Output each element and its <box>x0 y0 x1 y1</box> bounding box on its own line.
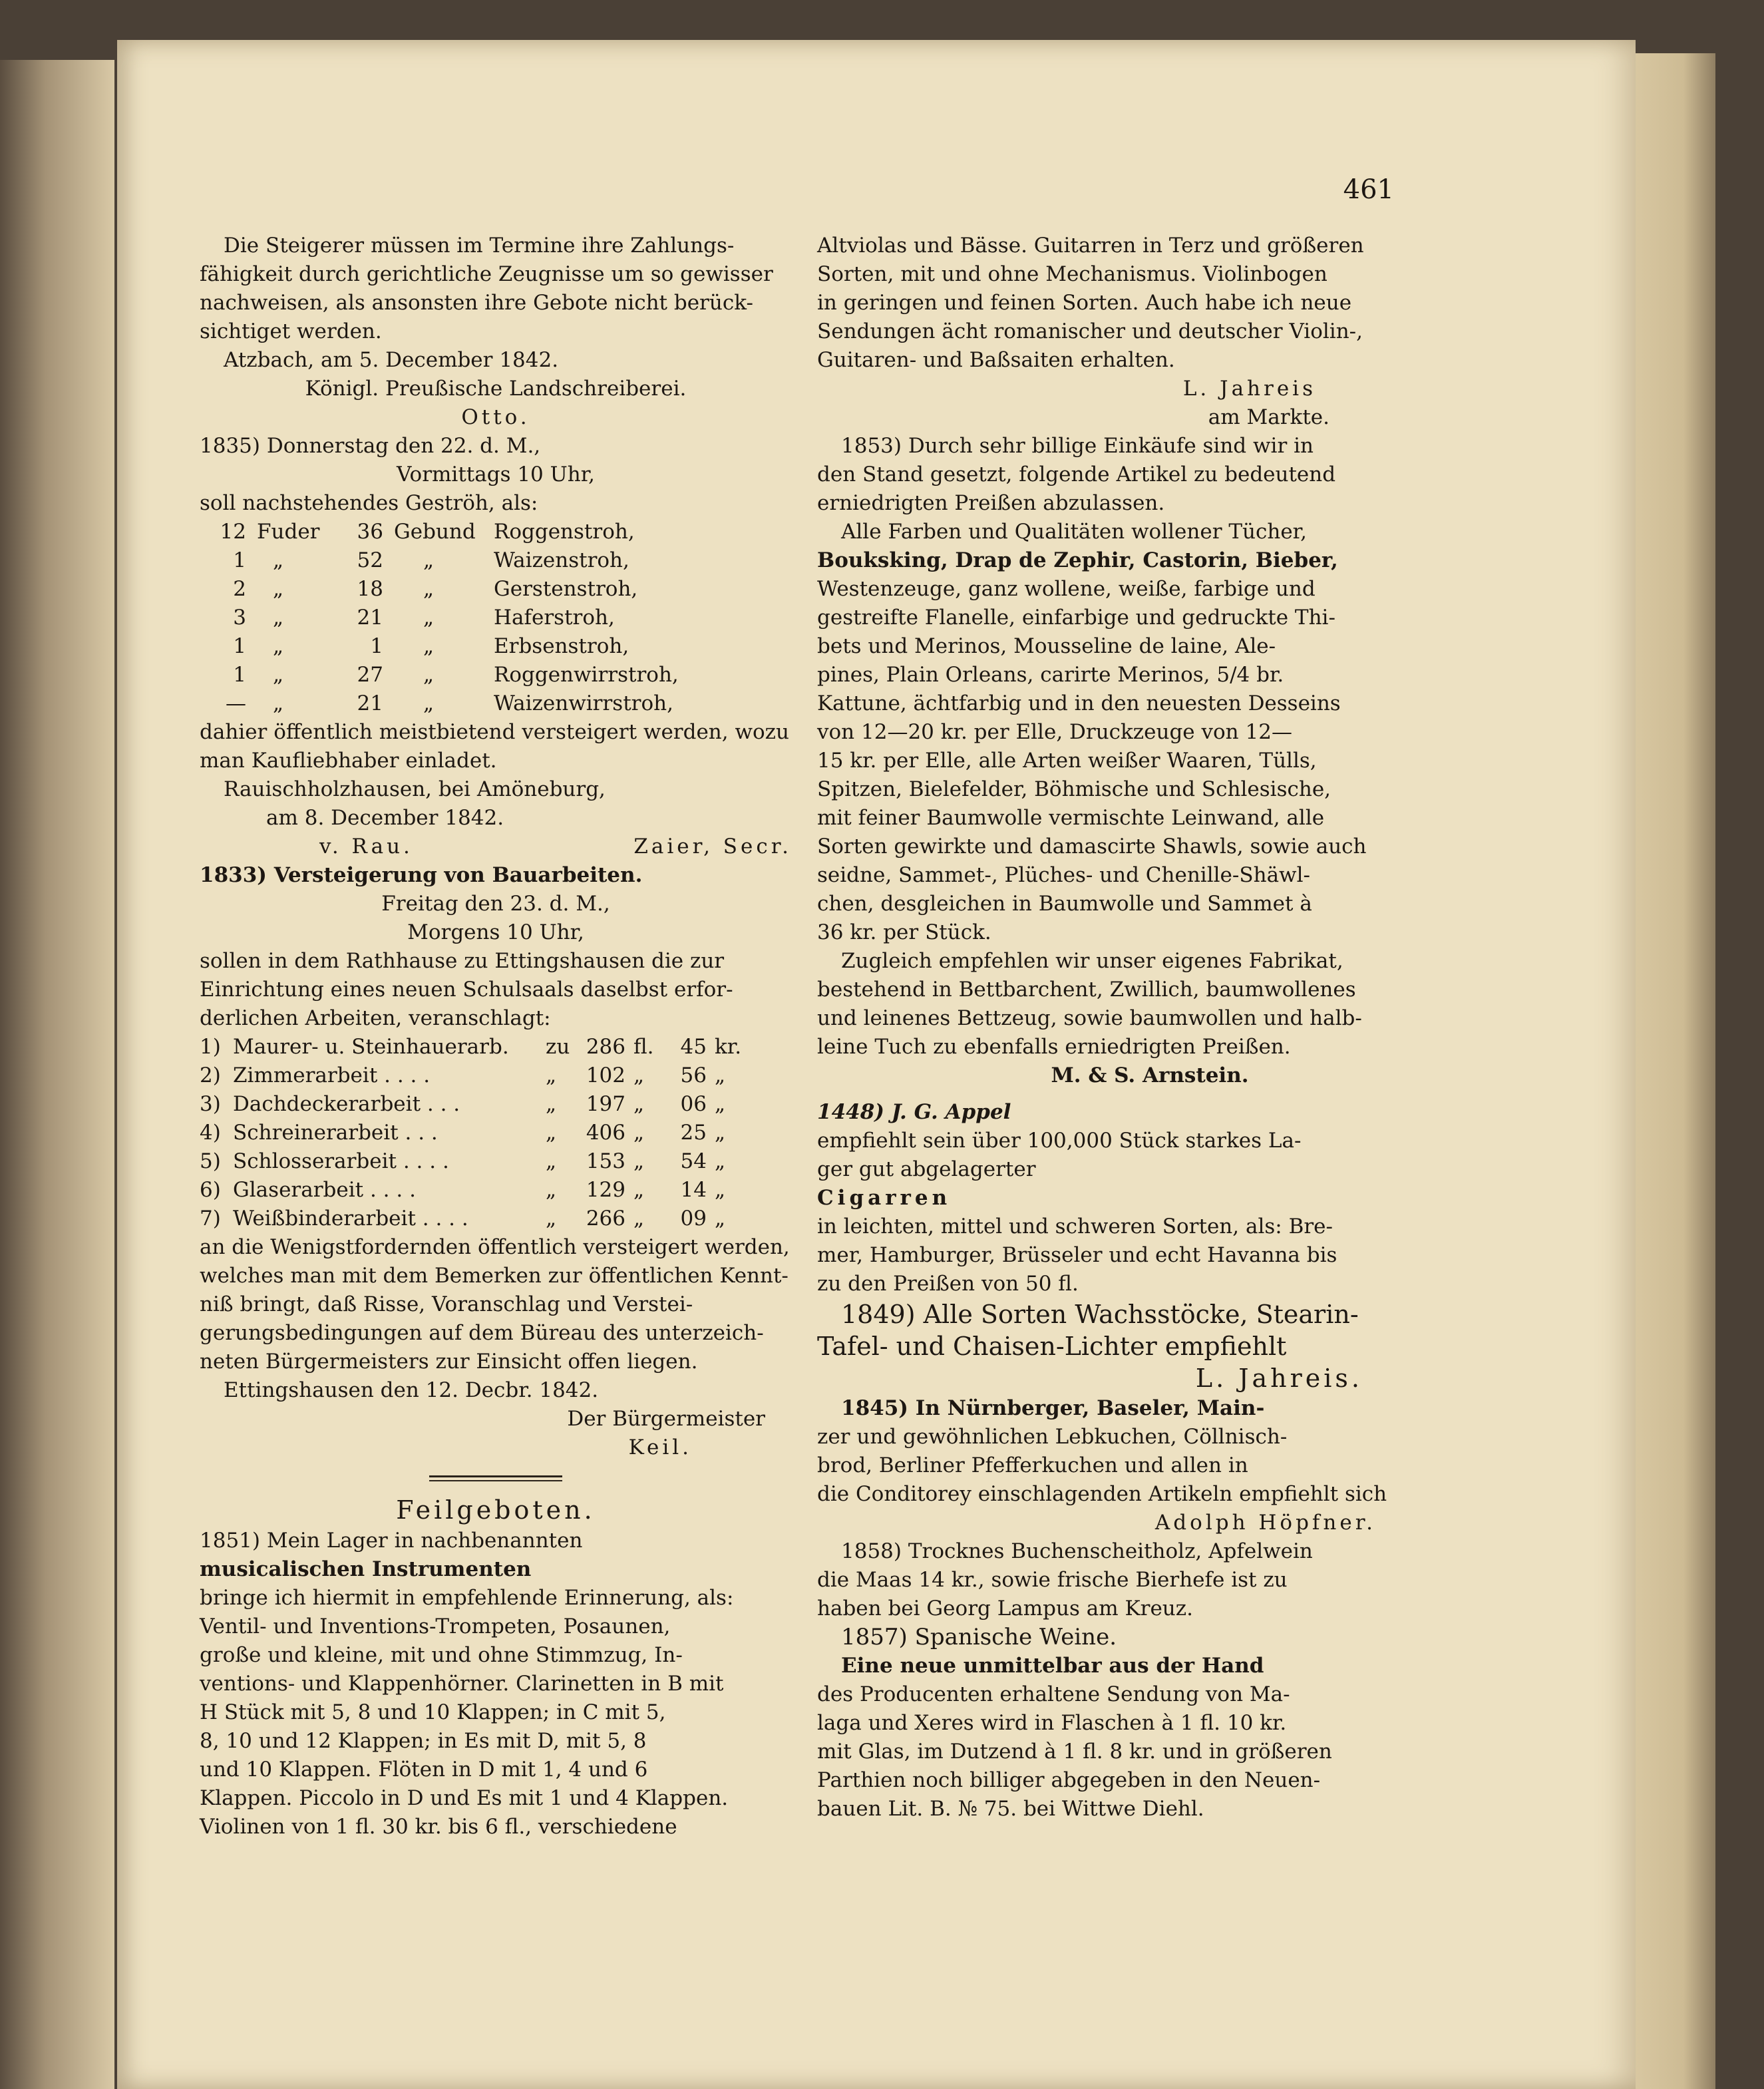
notice-1851-line1: 1851) Mein Lager in nachbenannten <box>200 1529 583 1553</box>
notice-1835-date: am 8. December 1842. <box>266 806 504 830</box>
signature: Zaier, Secr. <box>633 835 792 858</box>
notice-1853-body: 1853) Durch sehr billige Einkäufe sind wir in <box>841 434 1314 458</box>
intro-line: nachweisen, als ansonsten ihre Gebote nicht berück- <box>200 291 753 315</box>
table-row: 6) Glaserarbeit . . . . „ 129 „ 14 „ <box>200 1178 726 1202</box>
notice-1851-body: Ventil- und Inventions-Trompeten, Posaunen, <box>200 1614 671 1638</box>
table-row: 1 „ 1 „ Erbsenstroh, <box>233 634 629 658</box>
straw-table <box>200 518 792 718</box>
notice-1448-tail: mer, Hamburger, Brüsseler und echt Havanna bis <box>817 1243 1337 1267</box>
notice-1853-body: Bouksking, Drap de Zephir, Castorin, Bieber, <box>817 548 1338 572</box>
left-column <box>200 232 792 1841</box>
notice-1448-cigarren: Cigarren <box>817 1186 952 1210</box>
notice-1857-heading: 1857) Spanische Weine. <box>841 1624 1117 1650</box>
notice-1858-body: die Maas 14 kr., sowie frische Bierhefe ist zu <box>817 1568 1288 1592</box>
notice-1857-body: Parthien noch billiger abgegeben in den Neuen- <box>817 1768 1321 1792</box>
page-number: 461 <box>1343 174 1394 205</box>
notice-1835-line2: Vormittags 10 Uhr, <box>397 463 595 486</box>
intro-line: fähigkeit durch gerichtliche Zeugnisse um so gewisser <box>200 262 773 286</box>
signature: v. Rau. <box>319 835 413 858</box>
notice-1851-body: große und kleine, mit und ohne Stimmzug, In- <box>200 1643 683 1667</box>
notice-1849-signature: L. Jahreis. <box>1195 1364 1363 1393</box>
section-divider <box>429 1475 562 1481</box>
notice-1853-body: bets und Merinos, Mousseline de laine, Ale- <box>817 634 1276 658</box>
notice-1448-body: ger gut abgelagerter <box>817 1157 1036 1181</box>
notice-1835-tail: man Kaufliebhaber einladet. <box>200 749 497 773</box>
notice-1851-sig1: L. Jahreis <box>1182 377 1316 401</box>
page-fore-edge <box>1636 53 1715 2089</box>
notice-1448-tail: in leichten, mittel und schweren Sorten, als: Bre- <box>817 1215 1333 1238</box>
section-heading-feilgeboten: Feilgeboten. <box>396 1495 596 1525</box>
notice-1851-body: bringe ich hiermit in empfehlende Erinnerung, als: <box>200 1586 734 1610</box>
notice-1448-tail: zu den Preißen von 50 fl. <box>817 1272 1079 1296</box>
table-row: 4) Schreinerarbeit . . . „ 406 „ 25 „ <box>200 1121 726 1145</box>
notice-1857-body: Eine neue unmittelbar aus der Hand <box>841 1654 1264 1678</box>
notice-1853-body: und leinenes Bettzeug, sowie baumwollen und halb- <box>817 1006 1362 1030</box>
notice-1833-tail: welches man mit dem Bemerken zur öffentlichen Kennt- <box>200 1264 789 1288</box>
notice-1833-line1: Freitag den 23. d. M., <box>381 892 610 916</box>
notice-1851-sig2: am Markte. <box>1208 405 1329 429</box>
notice-1853-body: 15 kr. per Elle, alle Arten weißer Waaren, Tülls, <box>817 749 1317 773</box>
notice-1835-line1: 1835) Donnerstag den 22. d. M., <box>200 434 541 458</box>
right-column <box>817 232 1403 1823</box>
notice-1833-sig2: Keil. <box>628 1435 692 1459</box>
notice-1853-body: gestreifte Flanelle, einfarbige und gedruckte Thi- <box>817 606 1335 630</box>
notice-1833-body: sollen in dem Rathhause zu Ettingshausen die zur <box>200 949 725 973</box>
notice-1858-body: 1858) Trocknes Buchenscheitholz, Apfelwein <box>841 1539 1313 1563</box>
notice-1845-signature: Adolph Höpfner. <box>1154 1511 1376 1535</box>
notice-1833-body: derlichen Arbeiten, veranschlagt: <box>200 1006 551 1030</box>
notice-1858-body: haben bei Georg Lampus am Kreuz. <box>817 1597 1193 1620</box>
notice-1851-body: ventions- und Klappenhörner. Clarinetten in B mit <box>200 1672 724 1696</box>
notice-1833-heading: 1833) Versteigerung von Bauarbeiten. <box>200 863 643 887</box>
notice-1853-body: 36 kr. per Stück. <box>817 920 991 944</box>
notice-1833-tail: an die Wenigstfordernden öffentlich versteigert werden, <box>200 1235 790 1259</box>
notice-1853-body: Sorten gewirkte und damascirte Shawls, sowie auch <box>817 835 1367 858</box>
notice-1845-body: zer und gewöhnlichen Lebkuchen, Cöllnisch- <box>817 1425 1288 1449</box>
notice-1833-line2: Morgens 10 Uhr, <box>407 920 584 944</box>
notice-1845-body: 1845) In Nürnberger, Baseler, Main- <box>841 1396 1265 1420</box>
table-row: 3 „ 21 „ Haferstroh, <box>233 606 615 630</box>
table-row: 12 Fuder 36 Gebund Roggenstroh, <box>220 520 635 544</box>
notice-1853-body: mit feiner Baumwolle vermischte Leinwand, alle <box>817 806 1325 830</box>
notice-1853-body: chen, desgleichen in Baumwolle und Sammet à <box>817 892 1312 916</box>
notice-1849-body: Tafel- und Chaisen-Lichter empfiehlt <box>817 1332 1287 1361</box>
table-row: 3) Dachdeckerarbeit . . . „ 197 „ 06 „ <box>200 1092 726 1116</box>
notice-1851-continued: Altviolas und Bässe. Guitarren in Terz und größeren <box>817 234 1364 258</box>
notice-1851-body: Violinen von 1 fl. 30 kr. bis 6 fl., verschiedene <box>200 1815 677 1839</box>
notice-1851-continued: in geringen und feinen Sorten. Auch habe ich neue <box>817 291 1352 315</box>
notice-1833-sig1: Der Bürgermeister <box>567 1407 765 1431</box>
notice-1853-body: erniedrigten Preißen abzulassen. <box>817 491 1165 515</box>
notice-1835-place: Rauischholzhausen, bei Amöneburg, <box>224 777 606 801</box>
intro-office: Königl. Preußische Landschreiberei. <box>305 377 687 401</box>
notice-1853-body: bestehend in Bettbarchent, Zwillich, baumwollenes <box>817 978 1356 1002</box>
notice-1835-tail: dahier öffentlich meistbietend versteigert werden, wozu <box>200 720 789 744</box>
notice-1853-signature: M. & S. Arnstein. <box>1051 1063 1249 1087</box>
notice-1853-body: den Stand gesetzt, folgende Artikel zu bedeutend <box>817 463 1336 486</box>
table-row: 7) Weißbinderarbeit . . . . „ 266 „ 09 „ <box>200 1207 726 1231</box>
notice-1853-body: von 12—20 kr. per Elle, Druckzeuge von 12— <box>817 720 1292 744</box>
table-row: 1 „ 27 „ Roggenwirrstroh, <box>233 663 679 687</box>
notice-1857-body: des Producenten erhaltene Sendung von Ma- <box>817 1682 1290 1706</box>
notice-1851-continued: Sendungen ächt romanischer und deutscher Violin-, <box>817 319 1363 343</box>
table-row: 1) Maurer- u. Steinhauerarb. zu 286 fl. 45 kr. <box>200 1035 742 1059</box>
notice-1448-body: empfiehlt sein über 100,000 Stück starkes La- <box>817 1129 1302 1153</box>
notice-1833-tail: niß bringt, daß Risse, Voranschlag und Verstei- <box>200 1292 693 1316</box>
notice-1851-body: H Stück mit 5, 8 und 10 Klappen; in C mit 5, <box>200 1700 666 1724</box>
notice-1833-body: Einrichtung eines neuen Schulsaals daselbst erfor- <box>200 978 733 1002</box>
intro-line: sichtiget werden. <box>200 319 382 343</box>
notice-1851-body: 8, 10 und 12 Klappen; in Es mit D, mit 5, 8 <box>200 1729 647 1753</box>
notice-1857-body: laga und Xeres wird in Flaschen à 1 fl. 10 kr. <box>817 1711 1287 1735</box>
notice-1851-body: Klappen. Piccolo in D und Es mit 1 und 4 Klappen. <box>200 1786 729 1810</box>
notice-1833-tail: gerungsbedingungen auf dem Büreau des unterzeich- <box>200 1321 764 1345</box>
notice-1448-heading: 1448) J. G. Appel <box>817 1100 1011 1124</box>
notice-1849-body: 1849) Alle Sorten Wachsstöcke, Stearin- <box>841 1300 1359 1329</box>
notice-1835-signatures <box>200 833 792 861</box>
table-row: 2 „ 18 „ Gerstenstroh, <box>233 577 638 601</box>
notice-1851-heading: musicalischen Instrumenten <box>200 1557 532 1581</box>
intro-place: Atzbach, am 5. December 1842. <box>224 348 559 372</box>
notice-1851-continued: Guitaren- und Baßsaiten erhalten. <box>817 348 1175 372</box>
notice-1835-line3: soll nachstehendes Geströh, als: <box>200 491 538 515</box>
notice-1833-tail: neten Bürgermeisters zur Einsicht offen liegen. <box>200 1350 698 1374</box>
notice-1857-body: mit Glas, im Dutzend à 1 fl. 8 kr. und in größeren <box>817 1740 1332 1764</box>
intro-line: Die Steigerer müssen im Termine ihre Zahlungs- <box>224 234 735 258</box>
adjacent-page-edge <box>0 60 114 2089</box>
notice-1853-body: Westenzeuge, ganz wollene, weiße, farbige und <box>817 577 1316 601</box>
intro-signature: Otto. <box>461 405 530 429</box>
notice-1845-body: brod, Berliner Pfefferkuchen und allen in <box>817 1453 1248 1477</box>
notice-1833-place: Ettingshausen den 12. Decbr. 1842. <box>224 1378 599 1402</box>
notice-1853-body: leine Tuch zu ebenfalls erniedrigten Preißen. <box>817 1035 1291 1059</box>
notice-1853-body: Kattune, ächtfarbig und in den neuesten Desseins <box>817 691 1341 715</box>
notice-1853-body: seidne, Sammet-, Plüches- und Chenille-Shäwl- <box>817 863 1310 887</box>
table-row: 1 „ 52 „ Waizenstroh, <box>233 548 629 572</box>
table-row: — „ 21 „ Waizenwirrstroh, <box>226 691 673 715</box>
notice-1851-body: und 10 Klappen. Flöten in D mit 1, 4 und 6 <box>200 1758 648 1782</box>
table-row: 2) Zimmerarbeit . . . . „ 102 „ 56 „ <box>200 1063 726 1087</box>
notice-1851-continued: Sorten, mit und ohne Mechanismus. Violinbogen <box>817 262 1327 286</box>
notice-1853-body: Zugleich empfehlen wir unser eigenes Fabrikat, <box>841 949 1343 973</box>
notice-1853-body: Alle Farben und Qualitäten wollener Tücher, <box>841 520 1307 544</box>
notice-1853-body: pines, Plain Orleans, carirte Merinos, 5/4 br. <box>817 663 1284 687</box>
notice-1853-body: Spitzen, Bielefelder, Böhmische und Schlesische, <box>817 777 1331 801</box>
notice-1845-body: die Conditorey einschlagenden Artikeln empfiehlt sich <box>817 1482 1387 1506</box>
table-row: 5) Schlosserarbeit . . . . „ 153 „ 54 „ <box>200 1149 726 1173</box>
notice-1857-body: bauen Lit. B. № 75. bei Wittwe Diehl. <box>817 1797 1204 1821</box>
works-table <box>200 1033 792 1233</box>
